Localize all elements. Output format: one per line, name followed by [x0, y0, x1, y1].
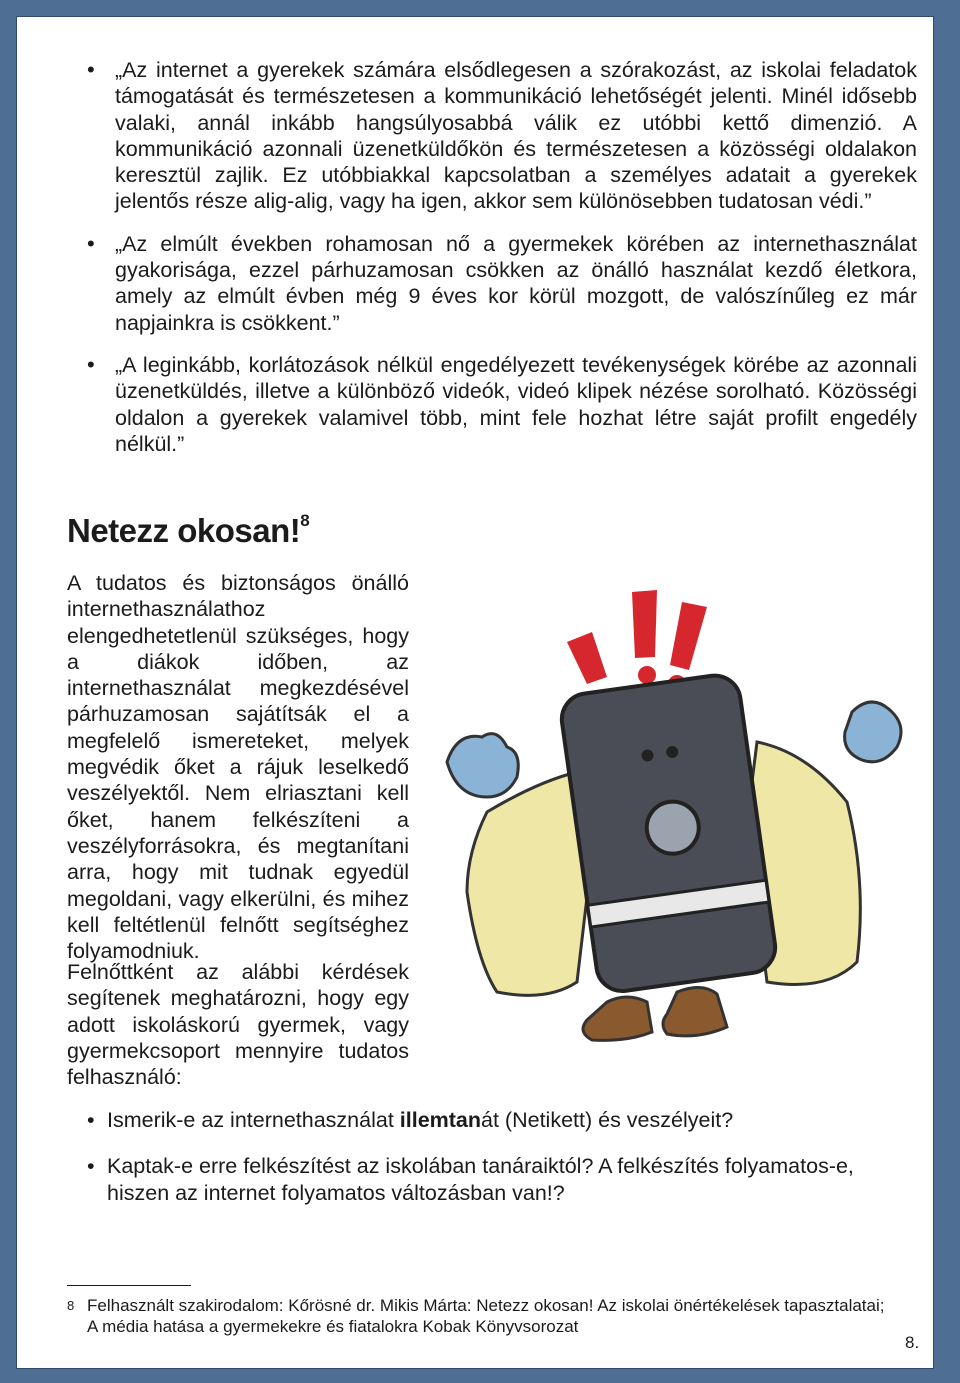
spy-phone-cartoon-icon [427, 562, 927, 1062]
quote-item: • „Az elmúlt években rohamosan nő a gyermekek körében az internethasználat gyakorisága, ezzel párhuzamosan csökken az önálló használat kezdő életkora, amely az elmúlt évben még 9 éves kor körül mozgott, de valószínűleg ez már napjainkra is csökkent.” [87, 231, 917, 336]
body-paragraph: Felnőttként az alábbi kérdések segítenek meghatározni, hogy egy adott iskoláskorú gyermek, vagy gyermekcsoport mennyire tudatos felhasználó: [67, 960, 409, 1090]
footnote-text: Felhasznált szakirodalom: Kőrösné dr. Mikis Márta: Netezz okosan! Az iskolai önértékelések tapasztalatai; A média hatása a gyermekekre és fiatalokra Kobak Könyvsorozat [87, 1296, 885, 1336]
question-text: Ismerik-e az internethasználat [107, 1108, 400, 1132]
question-text: át (Netikett) és veszélyeit? [481, 1108, 734, 1132]
page-number: 8. [905, 1333, 920, 1352]
footnote-number: 8 [67, 1298, 75, 1313]
question-bold-text: illemtan [399, 1108, 482, 1132]
heading-text: Netezz okosan! [67, 512, 301, 549]
quote-item: • „Az internet a gyerekek számára elsődlegesen a szórakozást, az iskolai feladatok támogatását és természetesen a kommunikáció lehetőségét jelenti. Minél idősebb valaki, annál inkább hangsúlyosabbá válik ez utóbbi kettő dimenzió. A kommunikáció azonnali üzenetküldőkön és természetesen a közösségi oldalakon keresztül zajlik. Ez utóbbiakkal kapcsolatban a személyes adatait a gyerekek jelentős része alig-alig, vagy ha igen, akkor sem különösebben tudatosan védi.” [87, 57, 917, 215]
quote-item: • „A leginkább, korlátozások nélkül engedélyezett tevékenységek körébe az azonnali üzenetküldés, illetve a különböző videók, videó klipek nézése sorolható. Közösségi oldalon a gyerekek valamivel több, mint fele hozhat létre saját profilt engedély nélkül.” [87, 352, 917, 457]
question-list [87, 1107, 917, 1226]
footnote [67, 1295, 887, 1337]
quote-list [87, 57, 917, 473]
body-paragraph: A tudatos és biztonságos önálló internethasználathoz elengedhetetlenül szükséges, hogy a diákok időben, az internethasználat megkezdésével párhuzamosan sajátítsák el a megfelelő ismereteket, melyek megvédik őket a rájuk leselkedő veszélyektől. Nem elriasztani kell őket, hanem felkészíteni a veszélyforrásokra, és megtanítani arra, hogy mit tudnak egyedül megoldani, vagy elkerülni, és mihez kell feltétlenül felnőtt segítséghez folyamodniuk. [67, 571, 409, 964]
question-item [87, 1107, 917, 1133]
section-heading [67, 512, 309, 550]
footnote-divider [67, 1285, 191, 1286]
footnote-reference: 8 [300, 511, 310, 530]
question-item: • Kaptak-e erre felkészítést az iskolában tanáraiktól? A felkészítés folyamatos-e, hiszen az internet folyamatos változásban van!? [87, 1153, 917, 1206]
document-page [16, 16, 934, 1369]
